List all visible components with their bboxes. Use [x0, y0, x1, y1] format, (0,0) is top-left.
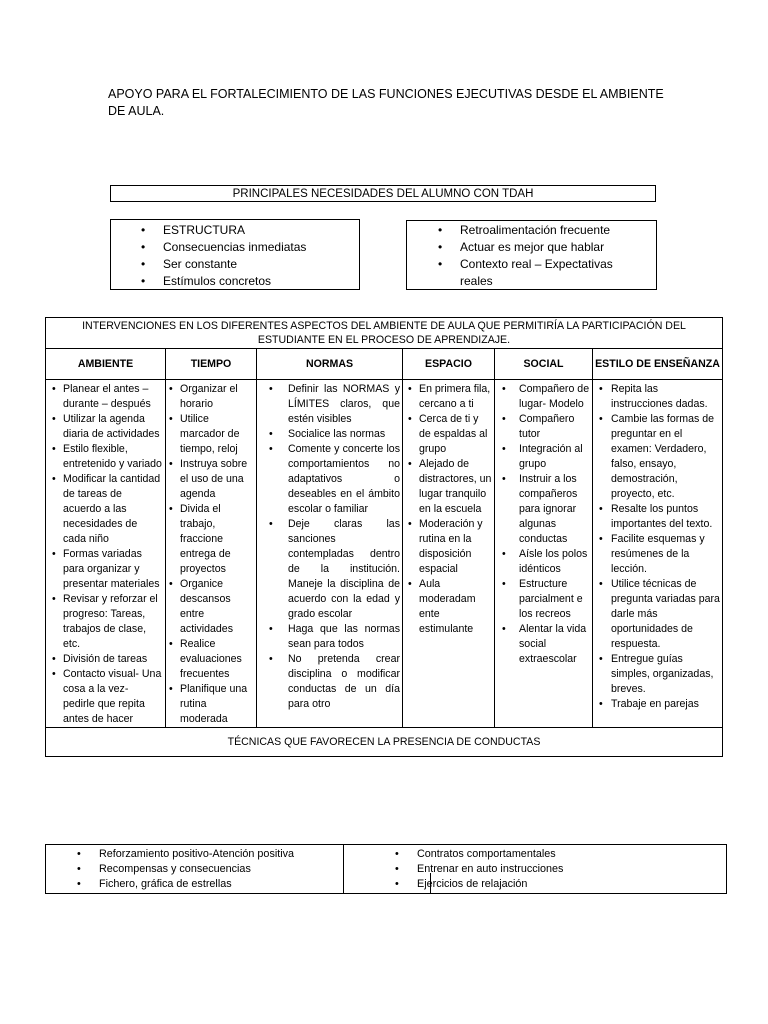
need-item: • ESTRUCTURA: [163, 222, 359, 239]
document-title: APOYO PARA EL FORTALECIMIENTO DE LAS FUNCIONES EJECUTIVAS DESDE EL AMBIENTE DE AULA.: [108, 87, 664, 118]
needs-list-right: [407, 221, 656, 290]
needs-box-right: [406, 220, 657, 290]
list-item: • Deje claras las sanciones contempladas dentro de la institución. Maneje la disciplina de acuerdo con la edad y grado escolar: [288, 517, 400, 622]
list-item: • Realice evaluaciones frecuentes: [180, 637, 254, 682]
techniques-header: TÉCNICAS QUE FAVORECEN LA PRESENCIA DE CONDUCTAS: [46, 728, 723, 757]
list-item: • Alejado de distractores, un lugar tranquilo en la escuela: [419, 457, 492, 517]
technique-item: • Reforzamiento positivo-Atención positiva: [99, 847, 294, 862]
list-item: • Alentar la vida social extraescolar: [519, 622, 590, 667]
list-item: • Utilice marcador de tiempo, reloj: [180, 412, 254, 457]
techniques-list-left: [99, 847, 294, 892]
list-item: • Formas variadas para organizar y presentar materiales: [63, 547, 163, 592]
list-item: • Instruir a los compañeros para ignorar algunas conductas: [519, 472, 590, 547]
list-item: • Utilice técnicas de pregunta variadas para darle más oportunidades de respuesta.: [611, 577, 720, 652]
technique-item: • Ejercicios de relajación: [417, 877, 563, 892]
technique-item: • Fichero, gráfica de estrellas: [99, 877, 294, 892]
list-item: • Haga que las normas sean para todos: [288, 622, 400, 652]
list-item: • Planear el antes – durante – después: [63, 382, 163, 412]
list-item: • En primera fila, cercano a ti: [419, 382, 492, 412]
list-item: • Compañero tutor: [519, 412, 590, 442]
technique-item: • Recompensas y consecuencias: [99, 862, 294, 877]
list-item: • Modificar la cantidad de tareas de acuerdo a las necesidades de cada niño: [63, 472, 163, 547]
tiempo-list: [166, 380, 256, 727]
need-item: • Contexto real – Expectativas reales: [460, 256, 640, 290]
list-item: • Integración al grupo: [519, 442, 590, 472]
header-tiempo: TIEMPO: [166, 349, 257, 380]
need-item: • Actuar es mejor que hablar: [460, 239, 640, 256]
techniques-list-right: [417, 847, 563, 892]
technique-item: • Contratos comportamentales: [417, 847, 563, 862]
list-item: • Cambie las formas de preguntar en el examen: Verdadero, falso, ensayo, demostración, proyecto, etc.: [611, 412, 720, 502]
need-item: • Consecuencias inmediatas: [163, 239, 359, 256]
list-item: • Revisar y reforzar el progreso: Tareas, trabajos de clase, etc.: [63, 592, 163, 652]
ambiente-list: [46, 380, 165, 727]
list-item: • Instruya sobre el uso de una agenda: [180, 457, 254, 502]
header-estilo: ESTILO DE ENSEÑANZA: [593, 349, 723, 380]
list-item: • No pretenda crear disciplina o modificar conductas de un día para otro: [288, 652, 400, 712]
normas-list: [257, 380, 402, 712]
list-item: • Facilite esquemas y resúmenes de la lección.: [611, 532, 720, 577]
list-item: • Contacto visual- Una cosa a la vez- pedirle que repita antes de hacer: [63, 667, 163, 727]
list-item: • División de tareas: [63, 652, 163, 667]
list-item: • Utilizar la agenda diaria de actividades: [63, 412, 163, 442]
techniques-box: [45, 844, 727, 894]
list-item: • Compañero de lugar- Modelo: [519, 382, 590, 412]
tiempo-cell: [166, 380, 257, 728]
header-normas: NORMAS: [257, 349, 403, 380]
list-item: • Trabaje en parejas: [611, 697, 720, 712]
interventions-body-row: [46, 380, 723, 728]
list-item: • Comente y concerte los comportamientos no adaptativos o deseables en el ámbito escolar o familiar: [288, 442, 400, 517]
list-item: • Organizar el horario: [180, 382, 254, 412]
list-item: • Divida el trabajo, fraccione entrega de proyectos: [180, 502, 254, 577]
need-item: • Retroalimentación frecuente: [460, 222, 640, 239]
need-item: • Ser constante: [163, 256, 359, 273]
social-list: [495, 380, 592, 667]
list-item: • Entregue guías simples, organizadas, breves.: [611, 652, 720, 697]
list-item: • Definir las NORMAS y LÍMITES claros, que estén visibles: [288, 382, 400, 427]
column-divider: [343, 845, 344, 893]
list-item: • Aísle los polos idénticos: [519, 547, 590, 577]
list-item: • Planifique una rutina moderada: [180, 682, 254, 727]
ambiente-cell: [46, 380, 166, 728]
list-item: • Cerca de ti y de espaldas al grupo: [419, 412, 492, 457]
list-item: • Aula moderadam ente estimulante: [419, 577, 492, 637]
header-espacio: ESPACIO: [403, 349, 495, 380]
needs-list-left: [111, 220, 359, 290]
list-item: • Moderación y rutina en la disposición espacial: [419, 517, 492, 577]
column-headers: [46, 349, 723, 380]
social-cell: [495, 380, 593, 728]
list-item: • Estructure parcialment e los recreos: [519, 577, 590, 622]
needs-box-left: [110, 219, 360, 290]
interventions-banner: INTERVENCIONES EN LOS DIFERENTES ASPECTOS DEL AMBIENTE DE AULA QUE PERMITIRÍA LA PARTICIPACIÓN DEL ESTUDIANTE EN EL PROCESO DE APRENDIZAJE.: [46, 318, 723, 349]
list-item: • Repita las instrucciones dadas.: [611, 382, 720, 412]
list-item: • Socialice las normas: [288, 427, 400, 442]
estilo-list: [593, 380, 722, 712]
normas-cell: [257, 380, 403, 728]
list-item: • Organice descansos entre actividades: [180, 577, 254, 637]
header-ambiente: AMBIENTE: [46, 349, 166, 380]
interventions-table: [45, 317, 723, 757]
needs-header: PRINCIPALES NECESIDADES DEL ALUMNO CON TDAH: [110, 185, 656, 202]
estilo-cell: [593, 380, 723, 728]
technique-item: • Entrenar en auto instrucciones: [417, 862, 563, 877]
need-item: • Estímulos concretos: [163, 273, 359, 290]
list-item: • Resalte los puntos importantes del texto.: [611, 502, 720, 532]
espacio-list: [403, 380, 494, 637]
list-item: • Estilo flexible, entretenido y variado: [63, 442, 163, 472]
header-social: SOCIAL: [495, 349, 593, 380]
espacio-cell: [403, 380, 495, 728]
